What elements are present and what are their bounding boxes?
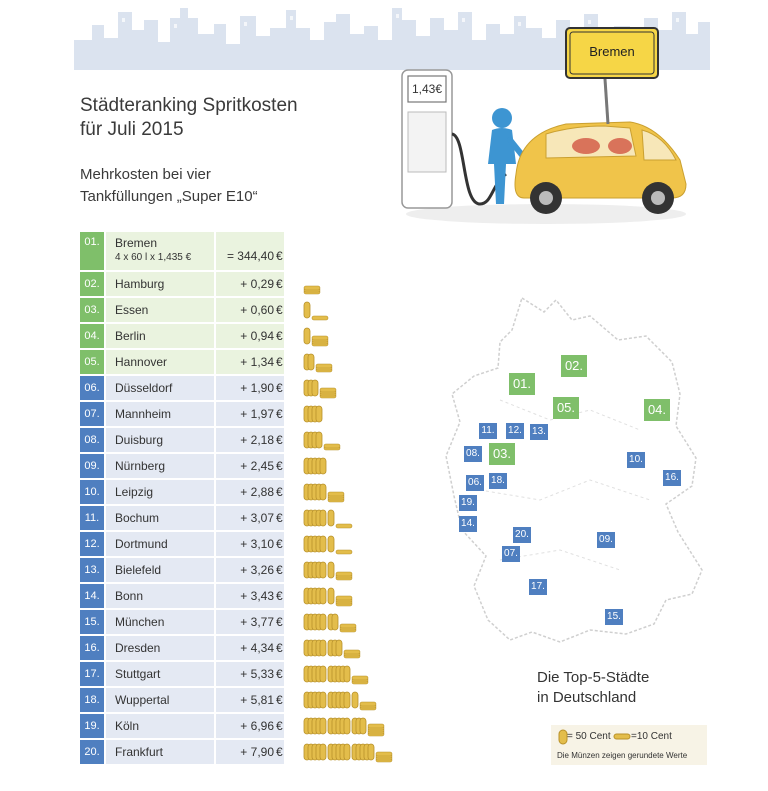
currency-symbol: € bbox=[276, 277, 283, 291]
page-subtitle bbox=[80, 164, 258, 208]
extra-cost-value: + 3,43 bbox=[240, 589, 274, 603]
big-coin bbox=[316, 406, 322, 422]
extra-cost-value: + 2,45 bbox=[240, 459, 274, 473]
ranking-row bbox=[80, 324, 440, 348]
extra-cost-value: + 5,33 bbox=[240, 667, 274, 681]
big-coin-label: = 50 Cent bbox=[567, 731, 611, 742]
big-coin bbox=[328, 510, 334, 526]
rank-badge: 19. bbox=[80, 714, 104, 738]
map-marker: 01. bbox=[509, 373, 535, 395]
big-coin bbox=[320, 718, 326, 734]
currency-symbol: € bbox=[276, 485, 283, 499]
ranking-row bbox=[80, 558, 440, 582]
ranking-row bbox=[80, 298, 440, 322]
city-name: Bremen bbox=[115, 236, 158, 250]
big-coin bbox=[344, 744, 350, 760]
big-coin bbox=[312, 380, 318, 396]
small-coin bbox=[304, 286, 320, 290]
ranking-row bbox=[80, 688, 440, 712]
map-marker: 14. bbox=[459, 516, 477, 532]
rank-badge: 11. bbox=[80, 506, 104, 530]
small-coin bbox=[320, 388, 336, 392]
city-name: Köln bbox=[115, 719, 140, 733]
currency-symbol: € bbox=[276, 563, 283, 577]
extra-cost-value: + 3,10 bbox=[240, 537, 274, 551]
coin-stack bbox=[302, 454, 442, 478]
rank-badge: 17. bbox=[80, 662, 104, 686]
currency-symbol: € bbox=[276, 459, 283, 473]
rank-badge: 18. bbox=[80, 688, 104, 712]
map-marker: 04. bbox=[644, 399, 670, 421]
ranking-row bbox=[80, 636, 440, 660]
ranking-row bbox=[80, 662, 440, 686]
ranking-row bbox=[80, 532, 440, 556]
ranking-row bbox=[80, 714, 440, 738]
subtitle-line-2: Tankfüllungen „Super E10“ bbox=[80, 188, 258, 205]
title-line-1: Städteranking Spritkosten bbox=[80, 95, 298, 116]
ranking-row bbox=[80, 740, 440, 764]
big-coin bbox=[320, 562, 326, 578]
rank-badge: 03. bbox=[80, 298, 104, 322]
small-coin bbox=[336, 550, 352, 554]
extra-cost-value: + 2,88 bbox=[240, 485, 274, 499]
cost-formula: 4 x 60 l x 1,435 € bbox=[115, 252, 192, 263]
coin-stack bbox=[302, 740, 442, 764]
small-coin bbox=[324, 444, 340, 448]
city-name: Bochum bbox=[115, 511, 160, 525]
currency-symbol: € bbox=[276, 303, 283, 317]
ranking-row bbox=[80, 454, 440, 478]
small-coin-icon bbox=[613, 733, 631, 741]
extra-cost-value: + 6,96 bbox=[240, 719, 274, 733]
small-coin bbox=[336, 524, 352, 528]
rank-badge: 20. bbox=[80, 740, 104, 764]
city-name: Stuttgart bbox=[115, 667, 161, 681]
extra-cost-value: + 1,34 bbox=[240, 355, 274, 369]
rank-badge: 16. bbox=[80, 636, 104, 660]
map-title-line-2: in Deutschland bbox=[537, 689, 637, 706]
big-coin bbox=[336, 640, 342, 656]
rank-badge: 07. bbox=[80, 402, 104, 426]
extra-cost-value: + 5,81 bbox=[240, 693, 274, 707]
extra-cost-value: + 7,90 bbox=[240, 745, 274, 759]
city-name: Essen bbox=[115, 303, 149, 317]
ranking-row bbox=[80, 610, 440, 634]
coin-stack bbox=[302, 636, 442, 660]
currency-symbol: € bbox=[276, 589, 283, 603]
big-coin bbox=[328, 536, 334, 552]
city-name: Mannheim bbox=[115, 407, 172, 421]
small-coin-label: =10 Cent bbox=[631, 731, 672, 742]
map-marker: 08. bbox=[464, 446, 482, 462]
small-coin bbox=[316, 364, 332, 368]
big-coin bbox=[332, 614, 338, 630]
extra-cost-value: + 2,18 bbox=[240, 433, 274, 447]
ranking-row bbox=[80, 402, 440, 426]
rank-badge: 10. bbox=[80, 480, 104, 504]
small-coin bbox=[360, 702, 376, 706]
small-coin bbox=[336, 572, 352, 576]
coin-stack bbox=[302, 272, 442, 296]
small-coin bbox=[340, 624, 356, 628]
page-title bbox=[80, 94, 298, 142]
city-name: Berlin bbox=[115, 329, 146, 343]
rank-badge: 01. bbox=[80, 232, 104, 270]
rank-badge: 05. bbox=[80, 350, 104, 374]
big-coin bbox=[320, 666, 326, 682]
big-coin bbox=[308, 354, 314, 370]
ranking-row bbox=[80, 272, 440, 296]
currency-symbol: € bbox=[276, 407, 283, 421]
pump-price-display: 1,43€ bbox=[411, 82, 443, 96]
extra-cost-value: + 1,90 bbox=[240, 381, 274, 395]
coin-stack bbox=[302, 532, 442, 556]
map-marker: 11. bbox=[479, 423, 497, 439]
big-coin bbox=[320, 744, 326, 760]
big-coin bbox=[344, 666, 350, 682]
city-name: Duisburg bbox=[115, 433, 164, 447]
extra-cost-value: + 4,34 bbox=[240, 641, 274, 655]
map-marker: 12. bbox=[506, 423, 524, 439]
map-marker: 05. bbox=[553, 397, 579, 419]
coin-stack bbox=[302, 428, 442, 452]
coin-stack bbox=[302, 402, 442, 426]
currency-symbol: € bbox=[276, 249, 283, 263]
map-marker: 16. bbox=[663, 470, 681, 486]
city-name: Frankfurt bbox=[115, 745, 164, 759]
big-coin bbox=[352, 692, 358, 708]
city-name: Dresden bbox=[115, 641, 161, 655]
small-coin bbox=[376, 752, 392, 756]
coin-stack bbox=[302, 688, 442, 712]
map-marker: 02. bbox=[561, 355, 587, 377]
big-coin bbox=[328, 562, 334, 578]
currency-symbol: € bbox=[276, 641, 283, 655]
ranking-row bbox=[80, 480, 440, 504]
small-coin bbox=[312, 336, 328, 340]
rank-badge: 13. bbox=[80, 558, 104, 582]
currency-symbol: € bbox=[276, 355, 283, 369]
map-marker: 06. bbox=[466, 475, 484, 491]
coin-stack bbox=[302, 714, 442, 738]
big-coin bbox=[304, 328, 310, 344]
rank-badge: 12. bbox=[80, 532, 104, 556]
currency-symbol: € bbox=[276, 667, 283, 681]
extra-cost-value: + 3,07 bbox=[240, 511, 274, 525]
map-title-line-1: Die Top-5-Städte bbox=[537, 669, 650, 686]
extra-cost-value: + 3,77 bbox=[240, 615, 274, 629]
subtitle-line-1: Mehrkosten bei vier bbox=[80, 166, 211, 183]
map-marker: 15. bbox=[605, 609, 623, 625]
small-coin bbox=[352, 676, 368, 680]
map-marker: 03. bbox=[489, 443, 515, 465]
currency-symbol: € bbox=[276, 329, 283, 343]
small-coin bbox=[344, 650, 360, 654]
currency-symbol: € bbox=[276, 745, 283, 759]
coin-stack bbox=[302, 662, 442, 686]
big-coin bbox=[320, 692, 326, 708]
extra-cost-value: = 344,40 bbox=[226, 249, 274, 263]
extra-cost-value: + 0,60 bbox=[240, 303, 274, 317]
ranking-row bbox=[80, 506, 440, 530]
city-name: Hamburg bbox=[115, 277, 165, 291]
currency-symbol: € bbox=[276, 381, 283, 395]
city-sign-label: Bremen bbox=[589, 44, 635, 59]
city-name: Dortmund bbox=[115, 537, 168, 551]
rank-badge: 09. bbox=[80, 454, 104, 478]
city-name: Leipzig bbox=[115, 485, 154, 499]
rank-badge: 14. bbox=[80, 584, 104, 608]
currency-symbol: € bbox=[276, 615, 283, 629]
extra-cost-value: + 0,94 bbox=[240, 329, 274, 343]
title-line-2: für Juli 2015 bbox=[80, 119, 184, 140]
city-name: München bbox=[115, 615, 165, 629]
map-marker: 18. bbox=[489, 473, 507, 489]
legend-note: Die Münzen zeigen gerundete Werte bbox=[557, 751, 688, 760]
city-name: Wuppertal bbox=[115, 693, 170, 707]
big-coin bbox=[320, 588, 326, 604]
city-name: Düsseldorf bbox=[115, 381, 173, 395]
map-marker: 07. bbox=[502, 546, 520, 562]
coin-stack bbox=[302, 480, 442, 504]
small-coin bbox=[336, 596, 352, 600]
map-marker: 10. bbox=[627, 452, 645, 468]
rank-badge: 08. bbox=[80, 428, 104, 452]
big-coin bbox=[320, 458, 326, 474]
currency-symbol: € bbox=[276, 433, 283, 447]
currency-symbol: € bbox=[276, 719, 283, 733]
small-coin bbox=[328, 492, 344, 496]
ranking-row bbox=[80, 350, 440, 374]
coin-stack bbox=[302, 584, 442, 608]
city-name: Hannover bbox=[115, 355, 168, 369]
ranking-row bbox=[80, 232, 440, 270]
currency-symbol: € bbox=[276, 537, 283, 551]
currency-symbol: € bbox=[276, 693, 283, 707]
coin-stack bbox=[302, 298, 442, 322]
small-coin bbox=[312, 316, 328, 320]
rank-badge: 02. bbox=[80, 272, 104, 296]
big-coin bbox=[368, 744, 374, 760]
big-coin bbox=[320, 510, 326, 526]
big-coin bbox=[328, 588, 334, 604]
extra-cost-value: + 3,26 bbox=[240, 563, 274, 577]
coin-stack bbox=[302, 610, 442, 634]
city-name: Bonn bbox=[115, 589, 144, 603]
extra-cost-value: + 1,97 bbox=[240, 407, 274, 421]
big-coin bbox=[320, 536, 326, 552]
ranking-row bbox=[80, 584, 440, 608]
big-coin bbox=[344, 692, 350, 708]
coin-stack bbox=[302, 324, 442, 348]
rank-badge: 06. bbox=[80, 376, 104, 400]
rank-badge: 15. bbox=[80, 610, 104, 634]
city-name: Bielefeld bbox=[115, 563, 162, 577]
big-coin bbox=[320, 614, 326, 630]
map-marker: 09. bbox=[597, 532, 615, 548]
coin-legend bbox=[551, 725, 707, 765]
currency-symbol: € bbox=[276, 511, 283, 525]
small-coin bbox=[368, 724, 384, 728]
big-coin bbox=[316, 432, 322, 448]
coin-stack bbox=[302, 350, 442, 374]
big-coin bbox=[320, 640, 326, 656]
city-name: Nürnberg bbox=[115, 459, 166, 473]
big-coin bbox=[304, 302, 310, 318]
coin-stack bbox=[302, 558, 442, 582]
map-marker: 13. bbox=[530, 424, 548, 440]
big-coin bbox=[344, 718, 350, 734]
map-marker: 20. bbox=[513, 527, 531, 543]
map-title bbox=[537, 668, 649, 708]
map-marker: 17. bbox=[529, 579, 547, 595]
big-coin bbox=[360, 718, 366, 734]
ranking-row bbox=[80, 428, 440, 452]
ranking-row bbox=[80, 376, 440, 400]
big-coin bbox=[320, 484, 326, 500]
extra-cost-value: + 0,29 bbox=[240, 277, 274, 291]
coin-stack bbox=[302, 376, 442, 400]
coin-stack bbox=[302, 506, 442, 530]
map-marker: 19. bbox=[459, 495, 477, 511]
rank-badge: 04. bbox=[80, 324, 104, 348]
